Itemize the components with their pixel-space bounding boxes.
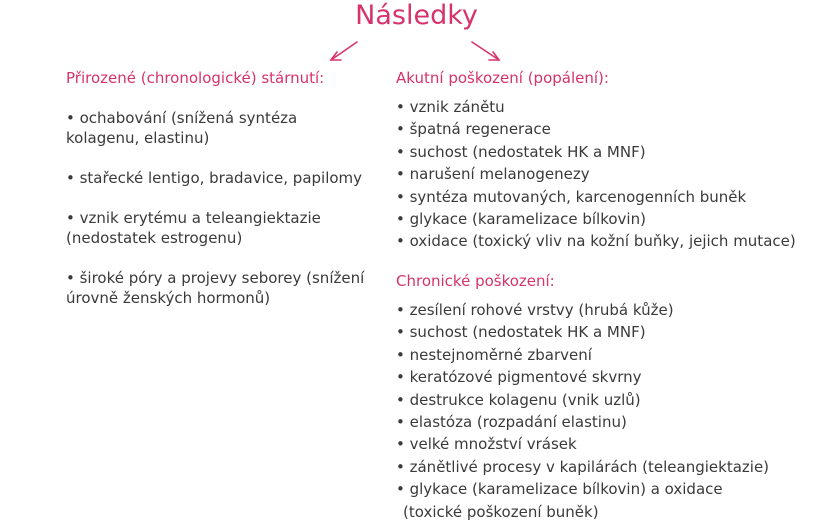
list-item: • zánětlivé procesy v kapilárách (teleangiektazie) xyxy=(396,457,770,476)
chronic-damage-list xyxy=(396,299,769,523)
list-item: • elastóza (rozpadání elastinu) xyxy=(396,413,627,432)
arrow-left-icon xyxy=(331,42,357,60)
left-section-heading: Přirozené (chronologické) stárnutí: xyxy=(66,69,325,87)
list-item: • suchost (nedostatek HK a MNF) xyxy=(396,323,646,342)
list-item: • keratózové pigmentové skvrny xyxy=(396,368,642,387)
list-item: • narušení melanogenezy xyxy=(396,165,590,184)
list-item: • velké množství vrásek xyxy=(396,435,577,454)
list-item: • glykace (karamelizace bílkovin) a oxidace xyxy=(396,480,723,499)
list-item: • oxidace (toxický vliv na kožní buňky, jejich mutace) xyxy=(396,232,796,251)
list-item: • špatná regenerace xyxy=(396,120,551,139)
list-item: • zesílení rohové vrstvy (hrubá kůže) xyxy=(396,301,674,319)
list-item: • glykace (karamelizace bílkovin) xyxy=(396,210,646,229)
list-item: • suchost (nedostatek HK a MNF) xyxy=(396,142,646,161)
chronic-section-heading: Chronické poškození: xyxy=(396,272,555,290)
list-item: • široké póry a projevy seborey (snížení úrovně ženských hormonů) xyxy=(66,269,365,307)
list-item: • stařecké lentigo, bradavice, papilomy xyxy=(66,169,363,187)
natural-aging-list xyxy=(66,108,366,328)
acute-damage-list xyxy=(396,96,796,253)
list-item: • syntéza mutovaných, karcenogenních buněk xyxy=(396,187,747,206)
list-item: • nestejnoměrné zbarvení xyxy=(396,345,592,364)
arrow-right-icon xyxy=(472,42,499,60)
list-item: • vznik zánětu xyxy=(396,98,505,116)
list-item-continuation: (toxické poškození buněk) xyxy=(403,502,599,521)
acute-section-heading: Akutní poškození (popálení): xyxy=(396,69,609,87)
list-item: • vznik erytému a teleangiektazie (nedostatek estrogenu) xyxy=(66,209,321,247)
page-title: Následky xyxy=(355,0,478,31)
list-item: • destrukce kolagenu (vnik uzlů) xyxy=(396,390,641,409)
list-item: • ochabování (snížená syntéza kolagenu, elastinu) xyxy=(66,109,298,147)
